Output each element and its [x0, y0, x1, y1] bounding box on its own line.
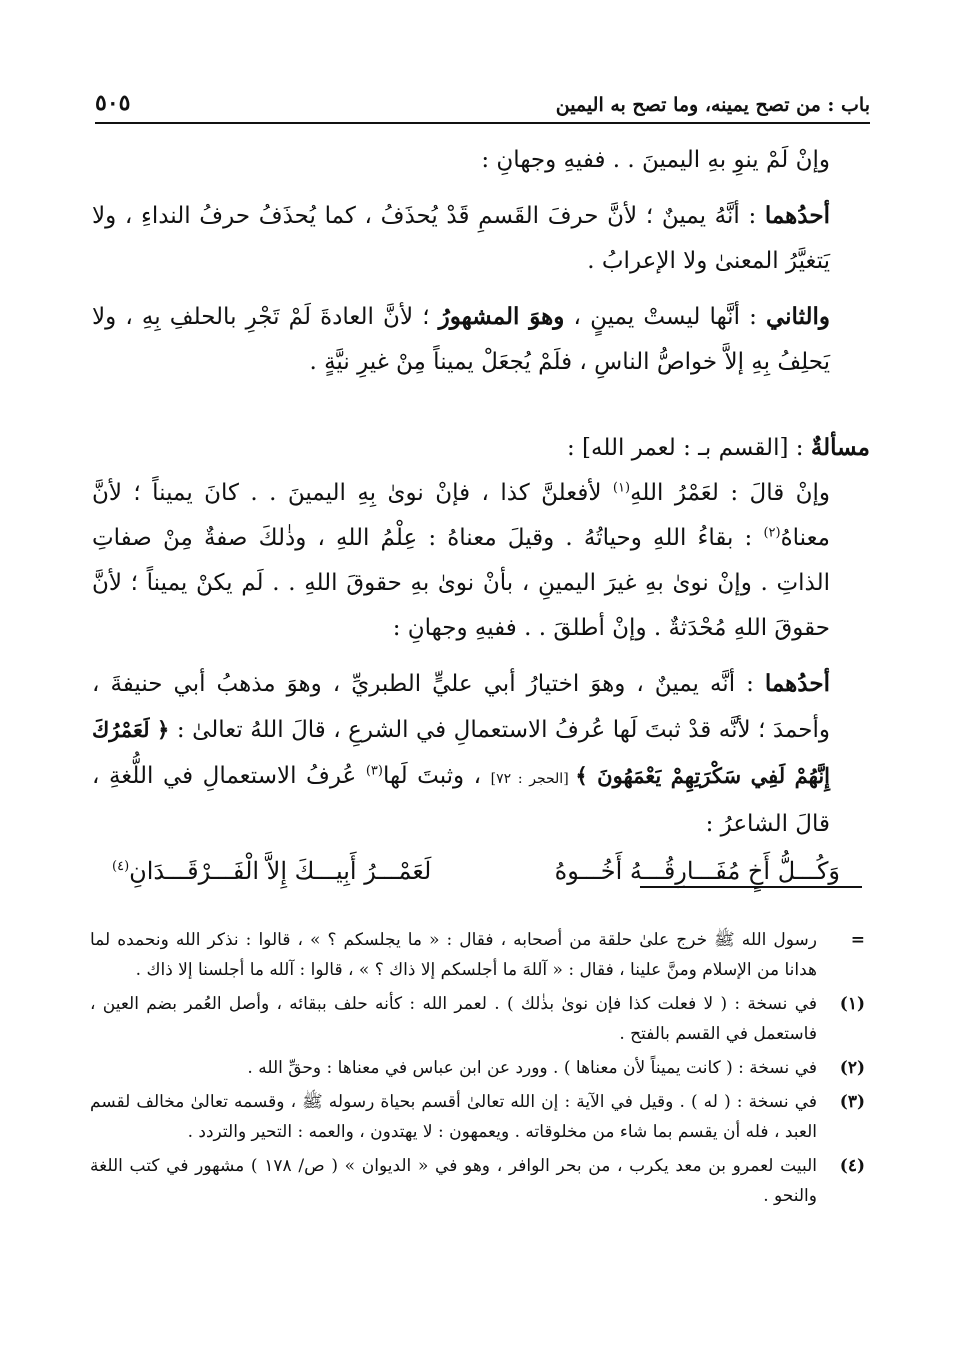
page-header	[95, 82, 870, 116]
footnote-4: (٤) البيت لعمرو بن معد يكرب ، من بحر الوافر ، وهو في « الديوان » ( ص/ ١٧٨ ) مشهور في كتب اللغة والنحو .	[90, 1156, 865, 1206]
footnote-2: (٢) في نسخة : ( كانت يميناً لأن معناها ) . وورد عن ابن عباس في معناها : وحقِّ الله .	[247, 1058, 865, 1078]
masala-heading: مسألةٌ : [القسم بـ : لعمر الله] :	[567, 434, 870, 461]
verse-second-hemistich: لَعَمْـــرُ أَبِيـــكَ إِلاَّ الْفَـــرْقَـــدَانِ$^{(٤)}$	[112, 857, 432, 885]
verse-first-hemistich: وَكُـــلُّ أَخٍ مُفَـــارِقُـــهُ أَخُـــوهُ	[554, 857, 840, 885]
quran-reference: [الحجر : ٧٢]	[490, 771, 576, 787]
footnote-3: (٣) في نسخة : ( له ) . وقيل في الآية : إن الله تعالىٰ أقسم بحياة رسوله ﷺ ، وقسمه تعالىٰ مخالف لقسم العبد ، فله أن يقسم بما شاء من مخلوقاته . ويعمهون : لا يهتدون ، والعمه : التحير والتردد .	[90, 1092, 865, 1142]
paragraph-2: أحدُهما : أنَّهُ يمينٌ ؛ لأنَّ حرفَ القَسمِ قَدْ يُحذَفُ ، كما يُحذَفُ حرفُ النداءِ ، ولا يَتغيَّرُ المعنىٰ ولا الإعرابُ .	[92, 202, 830, 274]
page-number: ٥٠٥	[95, 90, 131, 116]
first-view-label-2: أحدُهما	[764, 670, 830, 697]
masala-label: مسألةٌ	[810, 434, 870, 461]
footnote-ref-3[interactable]: (٣)	[365, 763, 383, 779]
paragraph-3: والثاني : أنَّها ليستْ يمينٍ ، وهوَ المشهورُ ؛ لأنَّ العادةَ لَمْ تَجْرِ بالحلفِ بِهِ ، ولا يَحلِفُ بِهِ إلاَّ خواصُّ الناسِ ، فلَمْ يُجعَلْ يميناً مِنْ غيرِ نيَّةٍ .	[92, 303, 831, 375]
quran-quote: ﴿ لَعَمْرُكَ إِنَّهُمْ لَفِي سَكْرَتِهِمْ يَعْمَهُونَ ﴾	[92, 717, 831, 788]
header-rule	[95, 122, 870, 124]
footnote-ref-2[interactable]: (٢)	[763, 525, 781, 541]
footnote-continued: = رسول الله ﷺ خرج علىٰ حلقة من أصحابه ، فقال : « ما يجلسكم ؟ » ، قالوا : نذكر الله ونحمده لما هدانا من الإسلام ومنَّ علينا ، فقال : « آللهَ ما أجلسكم إلا ذاك ؟ » ، قالوا : آلله ما أجلسنا إلا ذاك .	[90, 930, 865, 980]
paragraph-5: أحدُهما : أنَّه يمينٌ ، وهوَ اختيارُ أبي عليٍّ الطبريِّ ، وهوَ مذهبُ أبي حنيفةَ ، وأحمدَ ؛ لأنَّه قدْ ثبتَ لَها عُرفُ الاستعمالِ في الشرعِ ، قالَ اللهُ تعالىٰ : ﴿ لَعَمْرُكَ إِنَّهُمْ لَفِي سَكْرَتِهِمْ يَعْمَهُونَ ﴾ [الحجر : ٧٢] ، وثبتَ لَها$^{(٣)}$ عُرفُ الاستعمالِ في اللُّغةِ ، قالَ الشاعرُ :	[92, 670, 831, 837]
second-view-label: والثاني	[765, 303, 831, 330]
footnote-ref-4[interactable]: (٤)	[112, 859, 130, 874]
footnote-ref-1[interactable]: (١)	[612, 480, 631, 496]
main-text	[92, 138, 870, 894]
running-title: باب : من تصح يمينه، وما تصح به اليمين	[555, 94, 870, 116]
first-view-label: أحدُهما	[764, 202, 830, 229]
paragraph-1: وإنْ لَمْ ينوِ بهِ اليمينَ . . ففيهِ وجهانِ :	[481, 147, 830, 173]
paragraph-4: وإنْ قالَ : لعَمْرُ اللهِ$^{(١)}$ لأفعلنَّ كذا ، فإنْ نوىٰ بِهِ اليمينَ . . كانَ يميناً ؛ لأنَّ معناهُ$^{(٢)}$ : بقاءُ اللهِ وحياتُهُ . وقيلَ معناهُ : عِلْمُ اللهِ ، وذٰلكَ صفةٌ مِنْ صفاتِ الذاتِ . وإنْ نوىٰ بهِ غيرَ اليمينِ ، بأنْ نوىٰ بهِ حقوقَ اللهِ . . لَم يكنْ يميناً ؛ لأنَّ حقوقَ اللهِ مُحْدَثةٌ . وإنْ أطلقَ . . ففيهِ وجهانِ :	[92, 480, 830, 641]
footnote-1: (١) في نسخة : ( لا فعلت كذا فإن نوىٰ بذٰلك ) . لعمر الله : كأنه حلف ببقائه ، وأصل العُمر بضم العين ، فاستعمل في القسم بالفتح .	[90, 994, 865, 1044]
footnote-separator	[640, 886, 862, 888]
footnotes	[90, 925, 865, 1215]
